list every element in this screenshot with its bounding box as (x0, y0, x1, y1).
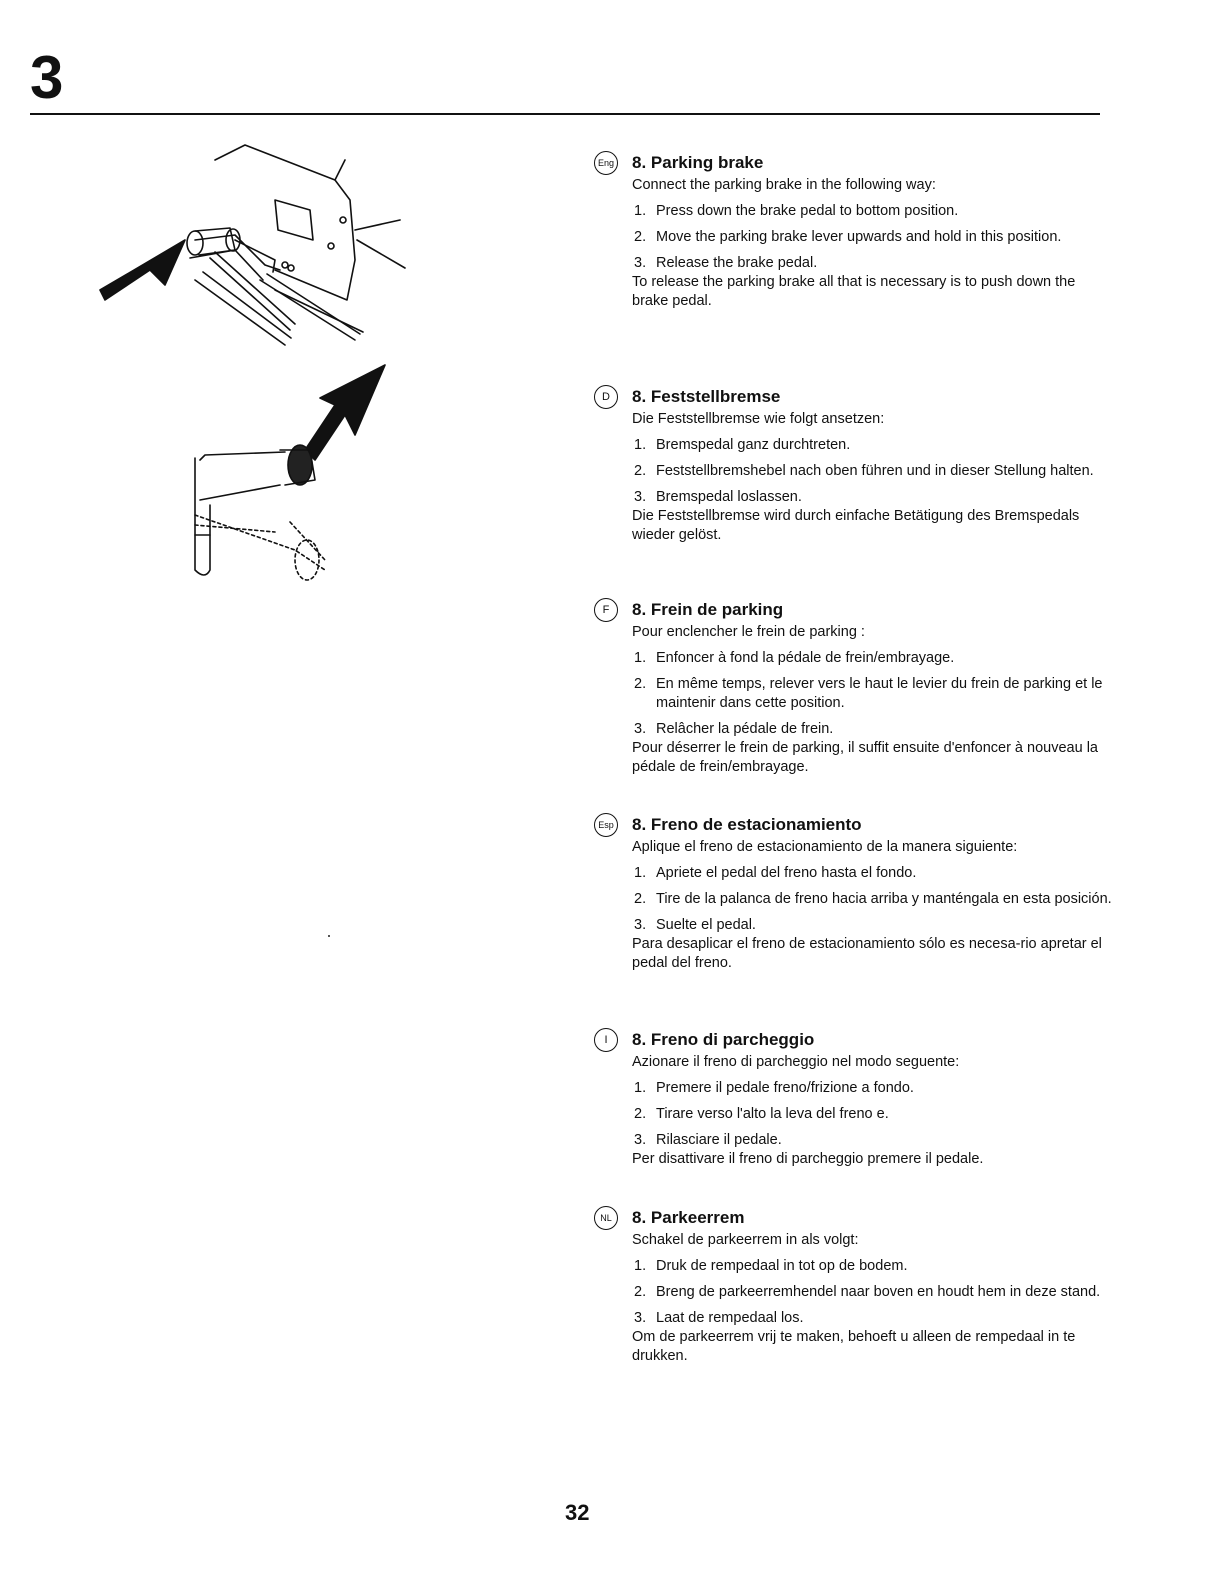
step-number: 3. (634, 1310, 647, 1326)
step-item (632, 649, 1114, 668)
section-english (594, 150, 1114, 311)
step-item (632, 1257, 1114, 1276)
section-german (594, 384, 1114, 545)
step-text: Relâcher la pédale de frein. (656, 721, 834, 737)
step-text: Druk de rempedaal in tot op de bodem. (656, 1258, 908, 1274)
section-intro: Azionare il freno di parcheggio nel modo seguente: (632, 1054, 960, 1070)
step-number: 2. (634, 1106, 647, 1122)
step-text: Enfoncer à fond la pédale de frein/embrayage. (656, 650, 955, 666)
step-item (632, 462, 1114, 481)
step-item (632, 720, 1114, 739)
step-number: 2. (634, 891, 647, 907)
language-badge-i: I (594, 1028, 618, 1052)
step-text: Rilasciare il pedale. (656, 1132, 782, 1148)
step-number: 1. (634, 1258, 647, 1274)
language-badge-f: F (594, 598, 618, 622)
step-number: 2. (634, 1284, 647, 1300)
step-item (632, 1105, 1114, 1124)
step-text: Feststellbremshebel nach oben führen und in dieser Stellung halten. (656, 463, 1094, 479)
step-number: 1. (634, 865, 647, 881)
step-text: Tire de la palanca de freno hacia arriba y manténgala en esta posición. (656, 891, 1112, 907)
step-text: Bremspedal loslassen. (656, 489, 802, 505)
step-number: 1. (634, 1080, 647, 1096)
section-title: 8. Parking brake (632, 153, 764, 172)
step-item (632, 864, 1114, 883)
page-number: 32 (565, 1500, 590, 1525)
step-number: 2. (634, 463, 647, 479)
step-number: 2. (634, 676, 647, 692)
step-item (632, 488, 1114, 507)
section-intro: Aplique el freno de estacionamiento de la manera siguiente: (632, 839, 1018, 855)
section-spanish (594, 812, 1114, 973)
section-title: 8. Parkeerrem (632, 1208, 745, 1227)
step-item (632, 1079, 1114, 1098)
section-title: 8. Freno de estacionamiento (632, 815, 862, 834)
chapter-number: 3 (30, 44, 64, 111)
step-item (632, 1131, 1114, 1150)
section-title: 8. Freno di parcheggio (632, 1030, 815, 1049)
language-badge-eng: Eng (594, 151, 618, 175)
language-badge-d: D (594, 385, 618, 409)
section-outro: Per disattivare il freno di parcheggio premere il pedale. (632, 1151, 984, 1167)
step-number: 2. (634, 229, 647, 245)
step-item (632, 228, 1114, 247)
section-outro: Die Feststellbremse wird durch einfache Betätigung des Bremspedals wieder gelöst. (632, 508, 1080, 543)
header-rule (30, 113, 1100, 115)
parking-brake-illustration (95, 140, 425, 590)
step-item (632, 1309, 1114, 1328)
step-text: En même temps, relever vers le haut le levier du frein de parking et le maintenir dans cette position. (656, 676, 1103, 711)
language-badge-esp: Esp (594, 813, 618, 837)
step-text: Suelte el pedal. (656, 917, 756, 933)
step-item (632, 202, 1114, 221)
step-text: Apriete el pedal del freno hasta el fondo. (656, 865, 917, 881)
section-french (594, 597, 1114, 777)
section-dutch (594, 1205, 1114, 1366)
step-number: 1. (634, 650, 647, 666)
step-text: Breng de parkeerremhendel naar boven en houdt hem in deze stand. (656, 1284, 1101, 1300)
section-outro: Para desaplicar el freno de estacionamiento sólo es necesa-rio apretar el pedal del freno. (632, 936, 1102, 971)
step-item (632, 675, 1114, 713)
step-number: 3. (634, 721, 647, 737)
step-number: 3. (634, 489, 647, 505)
section-title: 8. Frein de parking (632, 600, 784, 619)
step-number: 1. (634, 437, 647, 453)
section-outro: To release the parking brake all that is necessary is to push down the brake pedal. (632, 274, 1076, 309)
section-intro: Schakel de parkeerrem in als volgt: (632, 1232, 859, 1248)
step-text: Bremspedal ganz durchtreten. (656, 437, 851, 453)
step-number: 3. (634, 255, 647, 271)
section-title: 8. Feststellbremse (632, 387, 781, 406)
section-italian (594, 1027, 1114, 1169)
section-outro: Om de parkeerrem vrij te maken, behoeft u alleen de rempedaal in te drukken. (632, 1329, 1076, 1364)
step-number: 1. (634, 203, 647, 219)
step-item (632, 436, 1114, 455)
step-text: Press down the brake pedal to bottom position. (656, 203, 959, 219)
step-text: Laat de rempedaal los. (656, 1310, 804, 1326)
section-outro: Pour déserrer le frein de parking, il suffit ensuite d'enfoncer à nouveau la pédale de frein/embrayage. (632, 740, 1098, 775)
language-badge-nl: NL (594, 1206, 618, 1230)
step-item (632, 1283, 1114, 1302)
step-number: 3. (634, 917, 647, 933)
step-number: 3. (634, 1132, 647, 1148)
step-item (632, 890, 1114, 909)
section-intro: Connect the parking brake in the following way: (632, 177, 936, 193)
section-intro: Die Feststellbremse wie folgt ansetzen: (632, 411, 885, 427)
step-text: Release the brake pedal. (656, 255, 818, 271)
step-text: Tirare verso l'alto la leva del freno e. (656, 1106, 889, 1122)
step-item (632, 916, 1114, 935)
step-item (632, 254, 1114, 273)
step-text: Premere il pedale freno/frizione a fondo. (656, 1080, 914, 1096)
step-text: Move the parking brake lever upwards and hold in this position. (656, 229, 1062, 245)
section-intro: Pour enclencher le frein de parking : (632, 624, 865, 640)
scan-speck (328, 935, 330, 937)
